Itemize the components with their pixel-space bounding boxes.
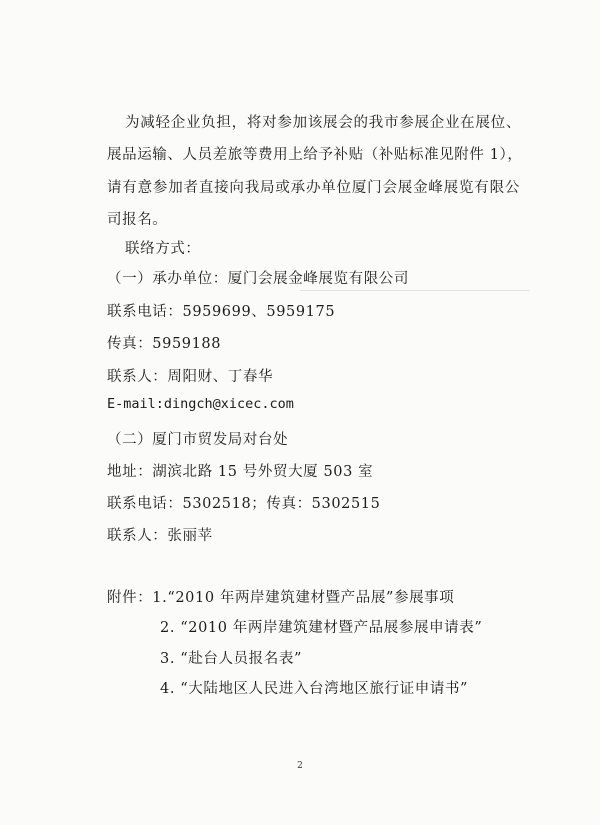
organizer-contact-person: 联系人：周阳财、丁春华 (107, 369, 274, 385)
organizer-phone: 联系电话：5959699、5959175 (107, 304, 336, 320)
contact-heading: 联络方式： (125, 241, 201, 257)
organizer-fax: 传真：5959188 (107, 336, 222, 352)
attachment-item-3: 3. “赴台人员报名表” (160, 651, 302, 667)
paragraph-line-1: 为减轻企业负担，将对参加该展会的我市参展企业在展位、 (125, 115, 521, 131)
paragraph-line-3: 请有意参加者直接向我局或承办单位厦门会展金峰展览有限公 (107, 180, 520, 196)
paragraph-line-4: 司报名。 (107, 212, 168, 228)
attachment-item-4: 4. “大陆地区人民进入台湾地区旅行证申请书” (160, 681, 469, 697)
bureau-contact-person: 联系人：张丽苹 (107, 528, 213, 544)
bureau-office-name: （二）厦门市贸发局对台处 (107, 432, 289, 448)
attachment-item-1: 附件：1.“2010 年两岸建筑建材暨产品展”参展事项 (107, 590, 455, 606)
organizer-name: （一）承办单位：厦门会展金峰展览有限公司 (107, 271, 409, 287)
bureau-address: 地址：湖滨北路 15 号外贸大厦 503 室 (107, 464, 374, 480)
organizer-email: E-mail:dingch@xicec.com (107, 396, 294, 412)
paragraph-line-2: 展品运输、人员差旅等费用上给予补贴（补贴标准见附件 1）， (107, 147, 523, 163)
bleed-through-rule (300, 290, 530, 291)
page-number: 2 (297, 761, 303, 771)
attachment-item-2: 2. “2010 年两岸建筑建材暨产品展参展申请表” (160, 620, 483, 636)
bureau-phone-fax: 联系电话：5302518；传真：5302515 (107, 496, 381, 512)
